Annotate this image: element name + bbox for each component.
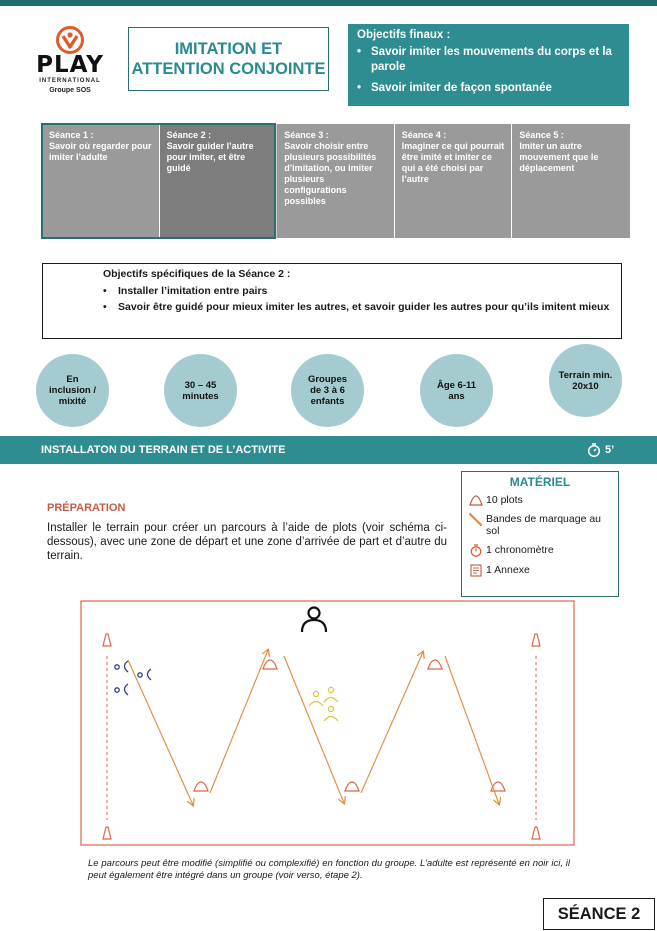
final-objectives-box xyxy=(348,24,629,106)
specific-objectives-title: Objectifs spécifiques de la Séance 2 : xyxy=(103,268,291,280)
adult-person-icon xyxy=(302,608,326,633)
cone-icon xyxy=(103,634,111,646)
session-title: Séance 1 : xyxy=(49,130,94,140)
heart-v-logo-icon xyxy=(56,26,84,54)
top-accent-bar xyxy=(0,0,657,6)
cone-icon xyxy=(194,782,208,791)
session-title: Séance 3 : xyxy=(284,130,329,140)
cone-icon xyxy=(103,827,111,839)
stopwatch-icon xyxy=(468,544,484,557)
session-card-3 xyxy=(277,124,395,238)
material-title: MATÉRIEL xyxy=(509,475,571,489)
session-card-4 xyxy=(395,124,513,238)
session-text: Imaginer ce qui pourrait être imité et imiter ce qui a été choisi par l’autre xyxy=(401,141,505,184)
info-circle-label: Groupes de 3 à 6 enfants xyxy=(307,374,348,407)
page-title-box xyxy=(128,27,329,91)
session-text: Savoir où regarder pour imiter l’adulte xyxy=(49,141,152,162)
cone-icon xyxy=(428,660,442,669)
course-arrow xyxy=(128,660,193,805)
field-diagram xyxy=(0,598,657,850)
section-duration: 5’ xyxy=(605,444,615,456)
child-group-blue-icon xyxy=(115,661,151,695)
preparation-text: Installer le terrain pour créer un parcours à l’aide de plots (voir schéma ci-dessous), avec une zone de départ et une zone d’arrivée de part et d’autre du terrain. xyxy=(47,522,447,562)
final-objective-item: • Savoir imiter de façon spontanée xyxy=(357,81,620,96)
session-card-1 xyxy=(42,124,160,238)
cone-icon xyxy=(345,782,359,791)
session-title: Séance 2 : xyxy=(166,130,212,140)
course-arrow xyxy=(284,656,344,803)
logo-group: Groupe SOS xyxy=(49,87,91,94)
session-card-5 xyxy=(512,124,630,238)
section-title: INSTALLATON DU TERRAIN ET DE L’ACTIVITE xyxy=(41,444,286,456)
info-circle-label: Âge 6-11 ans xyxy=(436,379,477,402)
play-international-logo xyxy=(30,26,110,104)
logo-subtitle: INTERNATIONAL xyxy=(39,78,101,84)
session-text: Imiter un autre mouvement que le déplacement xyxy=(519,141,599,173)
session-text: Savoir choisir entre plusieurs possibilités d’imitation, ou imiter plusieurs configurations possibles xyxy=(284,141,377,206)
info-circle-label: En inclusion / mixité xyxy=(49,374,96,407)
info-circle-inclusion xyxy=(36,354,109,427)
document-icon xyxy=(468,564,484,577)
final-objectives-title: Objectifs finaux : xyxy=(357,29,451,41)
info-circle-field xyxy=(549,344,622,417)
material-box xyxy=(461,471,619,597)
page-title-line1: IMITATION ET xyxy=(174,40,283,58)
material-item xyxy=(468,513,612,537)
final-objective-item: • Savoir imiter les mouvements du corps et la parole xyxy=(357,45,620,75)
section-header-bar xyxy=(0,436,657,464)
cone-icon xyxy=(263,660,277,669)
session-title: Séance 5 : xyxy=(519,130,564,140)
material-item xyxy=(468,544,612,557)
specific-objective-item: • Installer l’imitation entre pairs xyxy=(103,285,611,298)
cone-icon xyxy=(468,494,484,506)
material-item-label: 1 Annexe xyxy=(486,564,530,576)
session-tag: SÉANCE 2 xyxy=(543,898,655,930)
stopwatch-icon xyxy=(587,443,601,457)
field-boundary xyxy=(81,601,574,845)
material-item xyxy=(468,494,612,506)
final-objectives-list xyxy=(357,45,620,96)
info-circle-label: 30 – 45 minutes xyxy=(182,379,219,402)
preparation-title: PRÉPARATION xyxy=(47,502,126,514)
diagram-caption: Le parcours peut être modifié (simplifié ou complexifié) en fonction du groupe. L’adulte est représenté en noir ici, il peut également être intégré dans un groupe (voir verso, étape 2). xyxy=(88,858,570,881)
cone-icon xyxy=(532,634,540,646)
info-circle-age xyxy=(420,354,493,427)
tape-icon xyxy=(468,513,484,527)
material-item-label: 10 plots xyxy=(486,494,523,506)
session-title: Séance 4 : xyxy=(401,130,447,140)
material-item xyxy=(468,564,612,577)
specific-objective-item: • Savoir être guidé pour mieux imiter les autres, et savoir guider les autres pour qu’ils imitent mieux xyxy=(103,301,611,314)
info-circle-duration xyxy=(164,354,237,427)
child-group-yellow-icon xyxy=(309,687,338,721)
session-text: Savoir guider l’autre pour imiter, et être guidé xyxy=(166,141,254,173)
page-title xyxy=(131,39,325,79)
specific-objectives-list xyxy=(103,285,611,314)
logo-wordmark: PLAY xyxy=(36,52,104,78)
cone-icon xyxy=(532,827,540,839)
page-title-line2: ATTENTION CONJOINTE xyxy=(131,60,326,78)
specific-objectives-box xyxy=(42,263,622,339)
session-card-2 xyxy=(160,124,278,238)
course-arrow xyxy=(445,656,499,804)
course-arrow xyxy=(210,650,268,793)
info-circle-label: Terrain min. 20x10 xyxy=(558,369,613,392)
course-arrow xyxy=(361,652,423,793)
material-item-label: Bandes de marquage au sol xyxy=(486,513,602,537)
info-circle-groups xyxy=(291,354,364,427)
sessions-row xyxy=(42,124,630,238)
material-item-label: 1 chronomètre xyxy=(486,544,554,556)
